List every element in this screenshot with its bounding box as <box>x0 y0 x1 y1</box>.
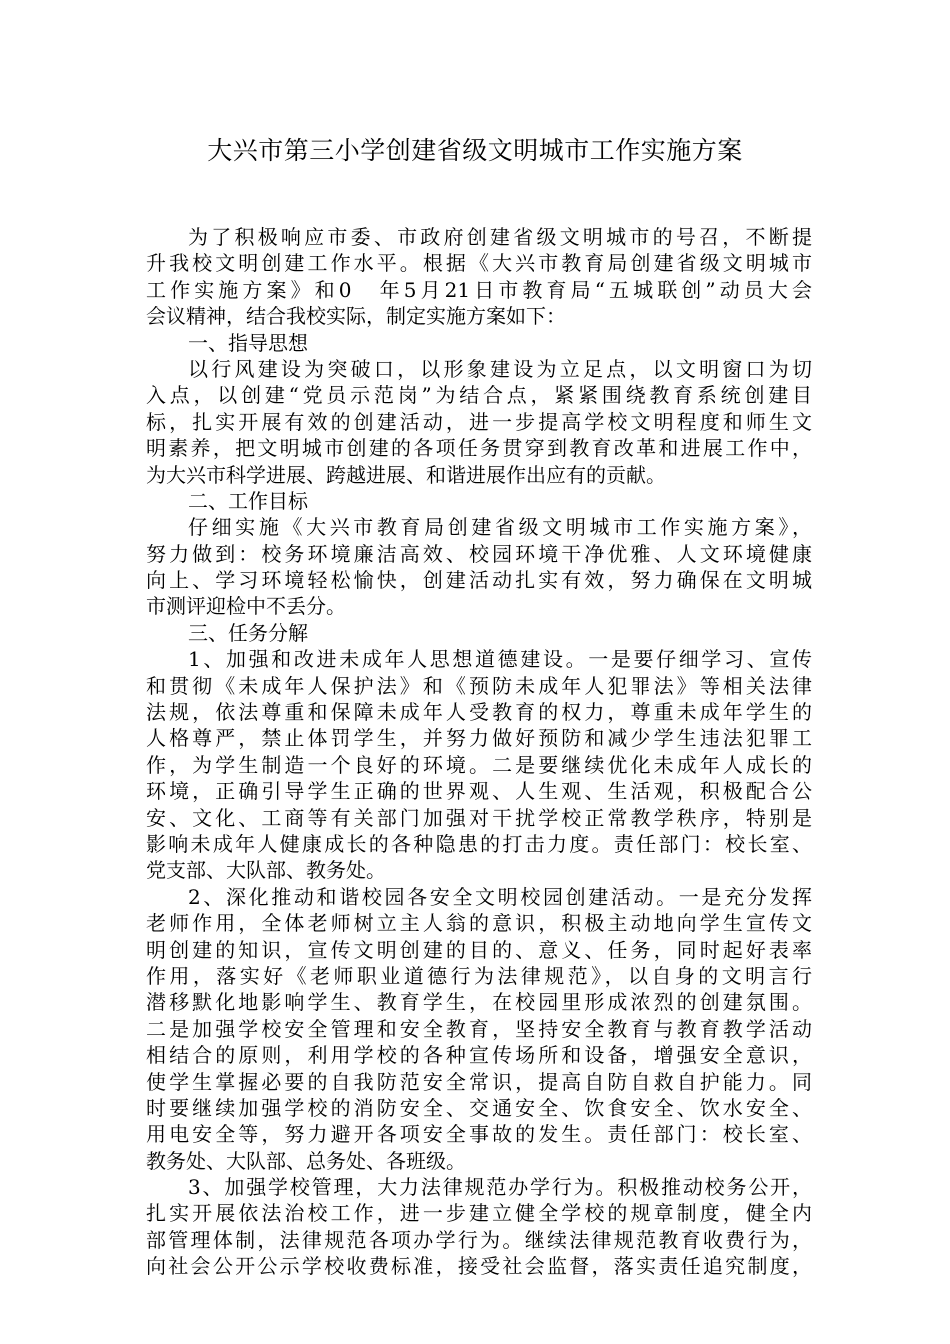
body-line: 部管理体制，法律规范各项办学行为。继续法律规范教育收费行为， <box>146 1227 812 1252</box>
body-line: 工作实施方案》和0 年5月21日市教育局“五城联创”动员大会 <box>146 277 812 302</box>
body-line: 潜移默化地影响学生、教育学生，在校园里形成浓烈的创建氛围。 <box>146 990 812 1015</box>
body-line: 1、加强和改进未成年人思想道德建设。一是要仔细学习、宣传 <box>188 647 812 672</box>
body-line: 作，为学生制造一个良好的环境。二是要继续优化未成年人成长的 <box>146 752 812 777</box>
body-line: 入点，以创建“党员示范岗”为结合点，紧紧围绕教育系统创建目 <box>146 383 812 408</box>
body-line: 明素养，把文明城市创建的各项任务贯穿到教育改革和进展工作中， <box>146 436 812 461</box>
body-line: 市测评迎检中不丢分。 <box>146 594 346 619</box>
body-line: 向社会公开公示学校收费标准，接受社会监督，落实责任追究制度， <box>146 1254 812 1279</box>
body-line: 努力做到：校务环境廉洁高效、校园环境干净优雅、人文环境健康 <box>146 541 812 566</box>
body-line: 安、文化、工商等有关部门加强对干扰学校正常教学秩序，特别是 <box>146 805 812 830</box>
body-line: 和贯彻《未成年人保护法》和《预防未成年人犯罪法》等相关法律 <box>146 673 812 698</box>
body-line: 为大兴市科学进展、跨越进展、和谐进展作出应有的贡献。 <box>146 462 666 487</box>
body-line: 一、指导思想 <box>188 330 308 355</box>
body-line: 为了积极响应市委、市政府创建省级文明城市的号召，不断提 <box>188 225 812 249</box>
document-body <box>146 224 812 1280</box>
body-line: 党支部、大队部、教务处。 <box>146 858 386 883</box>
body-line: 二、工作目标 <box>188 488 308 513</box>
body-line: 法规，依法尊重和保障未成年人受教育的权力，尊重未成年学生的 <box>146 700 812 725</box>
body-line: 相结合的原则，利用学校的各种宣传场所和设备，增强安全意识， <box>146 1043 812 1068</box>
body-line: 标，扎实开展有效的创建活动，进一步提高学校文明程度和师生文 <box>146 409 812 434</box>
body-line: 仔细实施《大兴市教育局创建省级文明城市工作实施方案》， <box>188 515 812 540</box>
body-line: 作用，落实好《老师职业道德行为法律规范》，以自身的文明言行 <box>146 963 812 988</box>
document-title: 大兴市第三小学创建省级文明城市工作实施方案 <box>207 136 743 165</box>
body-line: 明创建的知识，宣传文明创建的目的、意义、任务，同时起好表率 <box>146 937 812 962</box>
body-line: 时要继续加强学校的消防安全、交通安全、饮食安全、饮水安全、 <box>146 1095 812 1120</box>
body-line: 使学生掌握必要的自我防范安全常识，提高自防自救自护能力。同 <box>146 1069 812 1094</box>
body-line: 用电安全等，努力避开各项安全事故的发生。责任部门：校长室、 <box>146 1122 812 1147</box>
body-line: 向上、学习环境轻松愉快，创建活动扎实有效，努力确保在文明城 <box>146 568 812 593</box>
body-line: 2、深化推动和谐校园各安全文明校园创建活动。一是充分发挥 <box>188 884 812 909</box>
body-line: 老师作用，全体老师树立主人翁的意识，积极主动地向学生宣传文 <box>146 911 812 936</box>
body-line: 影响未成年人健康成长的各种隐患的打击力度。责任部门：校长室、 <box>146 831 812 856</box>
body-line: 二是加强学校安全管理和安全教育，坚持安全教育与教育教学活动 <box>146 1016 812 1041</box>
body-line: 以行风建设为突破口，以形象建设为立足点，以文明窗口为切 <box>188 356 812 381</box>
body-line: 环境，正确引导学生正确的世界观、人生观、生活观，积极配合公 <box>146 779 812 804</box>
body-line: 3、加强学校管理，大力法律规范办学行为。积极推动校务公开， <box>188 1175 812 1200</box>
body-line: 三、任务分解 <box>188 620 308 645</box>
body-line: 教务处、大队部、总务处、各班级。 <box>146 1148 466 1173</box>
body-line: 人格尊严，禁止体罚学生，并努力做好预防和减少学生违法犯罪工 <box>146 726 812 751</box>
body-line: 扎实开展依法治校工作，进一步建立健全学校的规章制度，健全内 <box>146 1201 812 1226</box>
body-line: 会议精神，结合我校实际，制定实施方案如下： <box>146 304 566 329</box>
body-line: 升我校文明创建工作水平。根据《大兴市教育局创建省级文明城市 <box>146 251 812 276</box>
